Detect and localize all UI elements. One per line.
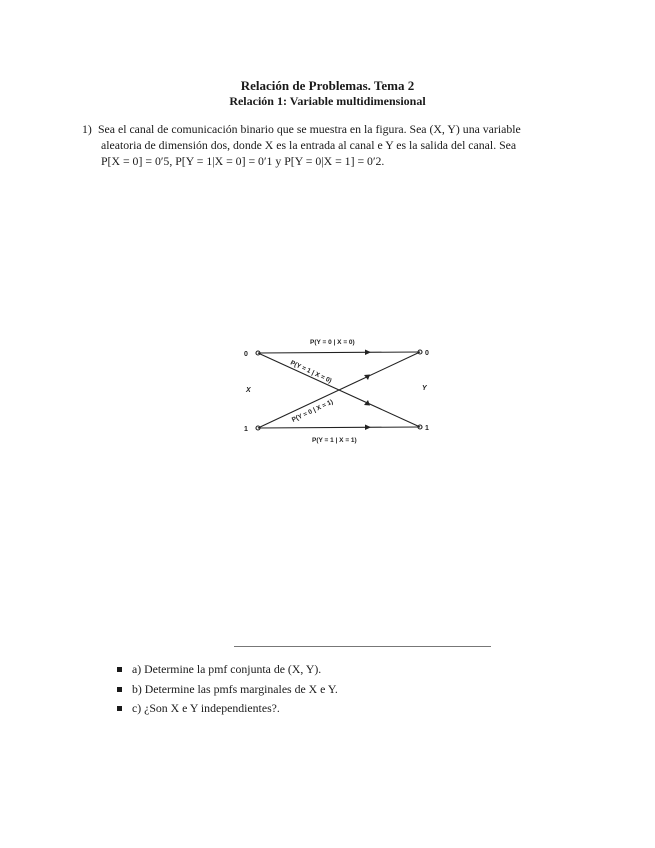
problem-1 (82, 121, 582, 169)
label-bottom-transition: P(Y = 1 | X = 1) (312, 437, 357, 444)
arrow-top (365, 350, 371, 356)
problem-line-2: aleatoria de dimensión dos, donde X es la entrada al canal e Y es la salida del canal. Sea (101, 138, 517, 152)
bullet-icon (117, 706, 122, 711)
question-text-b: b) Determine las pmfs marginales de X e Y. (132, 681, 338, 696)
input-bottom-label: 1 (244, 426, 248, 433)
binary-channel-diagram (230, 330, 445, 455)
problem-line-1: Sea el canal de comunicación binario que se muestra en la figura. Sea (X, Y) una variable (98, 122, 521, 136)
question-text-c: c) ¿Son X e Y independientes?. (132, 701, 280, 715)
binary-channel-figure (230, 330, 445, 455)
bullet-icon (117, 667, 122, 672)
input-top-label: 0 (244, 351, 248, 358)
question-item (117, 661, 537, 681)
question-list (117, 661, 537, 720)
channel-line-top (258, 352, 420, 353)
question-item (117, 700, 537, 720)
separator-rule (234, 646, 491, 647)
label-top-transition: P(Y = 0 | X = 0) (310, 339, 355, 346)
output-top-label: 0 (425, 350, 429, 357)
channel-line-cross-up (258, 352, 420, 428)
arrow-bottom (365, 425, 371, 431)
document-title: Relación de Problemas. Tema 2 (240, 78, 415, 93)
bullet-icon (117, 687, 122, 692)
output-variable-label: Y (422, 385, 427, 392)
problem-number: 1) (82, 122, 92, 136)
question-text-a: a) Determine la pmf conjunta de (X, Y). (132, 662, 322, 676)
question-item (117, 681, 537, 701)
channel-line-bottom (258, 427, 420, 428)
document-subtitle: Relación 1: Variable multidimensional (229, 94, 426, 108)
arrow-cross-down (364, 400, 370, 406)
output-bottom-label: 1 (425, 425, 429, 432)
label-cross-down-transition: P(Y = 1 | X = 0) (289, 359, 333, 385)
input-variable-label: X (246, 387, 251, 394)
label-cross-up-transition: P(Y = 0 | X = 1) (290, 398, 335, 424)
problem-line-3: P[X = 0] = 0′5, P[Y = 1|X = 0] = 0′1 y P[Y = 0|X = 1] = 0′2. (101, 154, 385, 168)
